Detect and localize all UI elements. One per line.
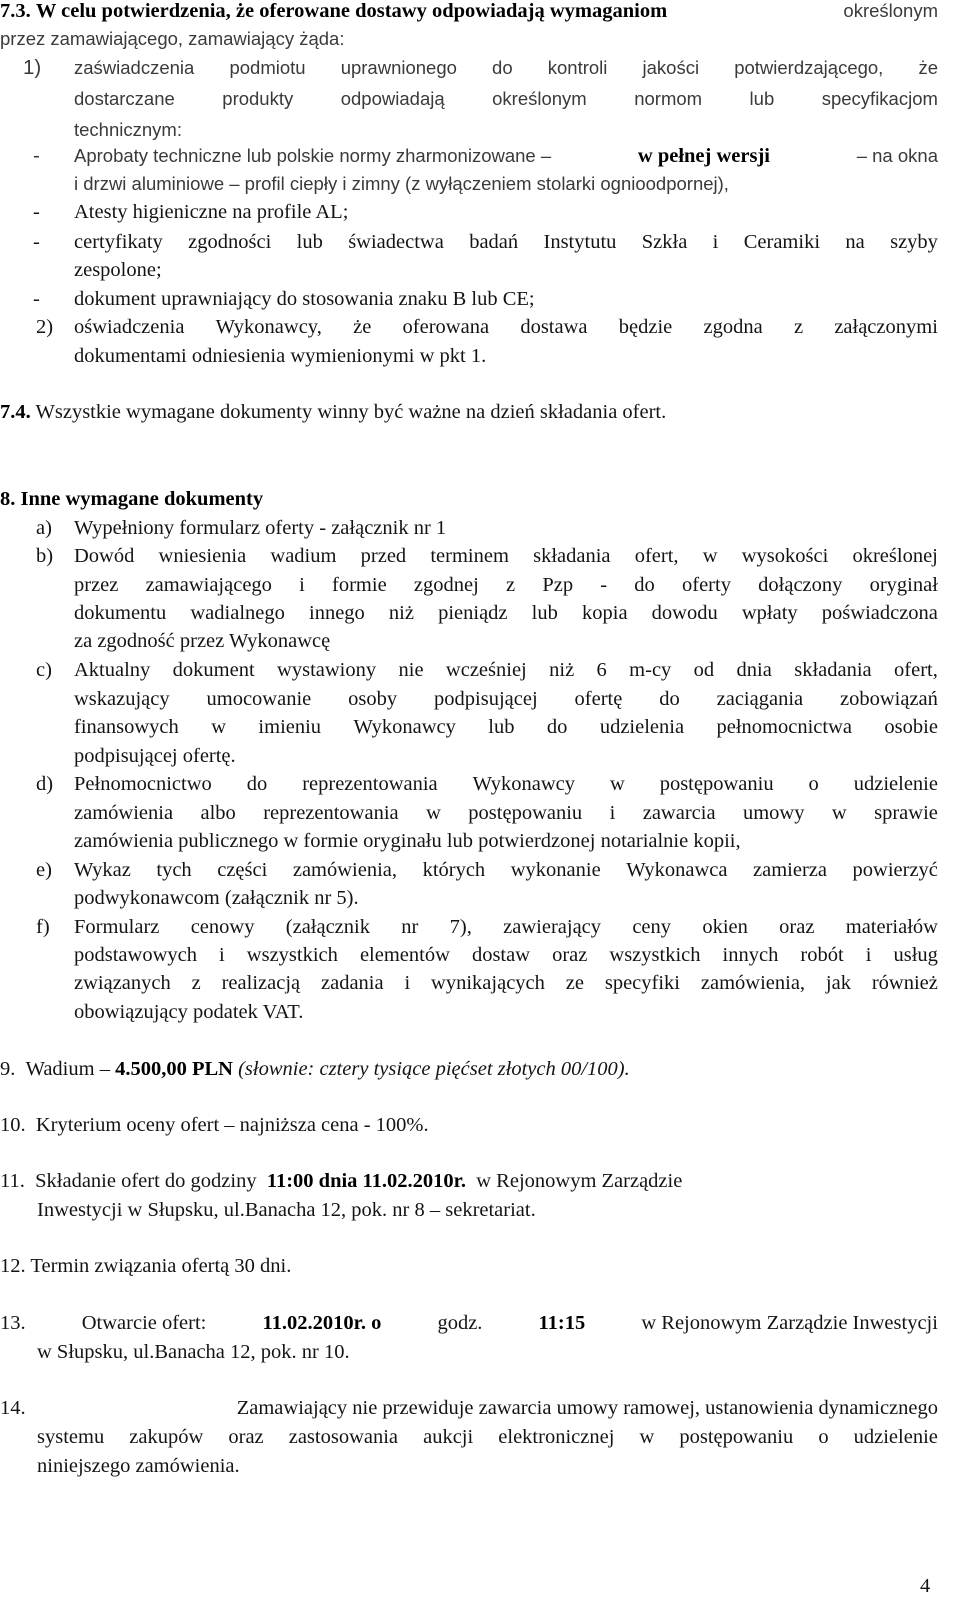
dash-2: - bbox=[33, 201, 40, 223]
dash-1: - bbox=[33, 144, 40, 167]
page-number: 4 bbox=[920, 1575, 931, 1597]
item-1-line-1: zaświadczenia podmiotu uprawnionego do kontroli jakości potwierdzającego, że bbox=[74, 57, 938, 78]
item-b-line-2: przez zamawiającego i formie zgodnej z Pzp - do oferty dołączony oryginał bbox=[74, 574, 938, 596]
item-c-line-3: finansowych w imieniu Wykonawcy lub do udzielenia pełnomocnictwa osobie bbox=[74, 716, 938, 738]
item-d-line-3: zamówienia publicznego w formie oryginału lub potwierdzonej notarialnie kopii, bbox=[74, 830, 741, 852]
item-d-line-1: Pełnomocnictwo do reprezentowania Wykonawcy w postępowaniu o udzielenie bbox=[74, 773, 938, 795]
item-d-line-2: zamówienia albo reprezentowania w postępowaniu i zawarcia umowy w sprawie bbox=[74, 802, 938, 824]
section-13-line-2: w Słupsku, ul.Banacha 12, pok. nr 10. bbox=[37, 1341, 350, 1363]
item-a-label: a) bbox=[36, 517, 52, 539]
section-14-line-2: systemu zakupów oraz zastosowania aukcji elektronicznej w postępowaniu o udzielenie bbox=[37, 1426, 938, 1448]
dash-item-3-line-1: certyfikaty zgodności lub świadectwa badań Instytutu Szkła i Ceramiki na szyby bbox=[74, 231, 938, 253]
item-c-label: c) bbox=[36, 659, 52, 681]
item-f-line-4: obowiązujący podatek VAT. bbox=[74, 1001, 304, 1023]
item-d-label: d) bbox=[36, 773, 54, 795]
item-2-line-1: oświadczenia Wykonawcy, że oferowana dostawa będzie zgodna z załączonymi bbox=[74, 316, 938, 338]
section-11-line-2: Inwestycji w Słupsku, ul.Banacha 12, pok. nr 8 – sekretariat. bbox=[37, 1199, 536, 1221]
item-b-line-1: Dowód wniesienia wadium przed terminem składania ofert, w wysokości określonej bbox=[74, 545, 938, 567]
item-c-line-4: podpisującej ofertę. bbox=[74, 745, 236, 767]
item-b-line-4: za zgodność przez Wykonawcę bbox=[74, 630, 331, 652]
section-7-3-heading bbox=[0, 0, 938, 26]
heading-rest: określonym bbox=[843, 0, 938, 21]
item-e-line-2: podwykonawcom (załącznik nr 5). bbox=[74, 887, 359, 909]
dash-item-4: dokument uprawniający do stosowania znaku B lub CE; bbox=[74, 288, 535, 310]
item-c-line-1: Aktualny dokument wystawiony nie wcześniej niż 6 m-cy od dnia składania ofert, bbox=[74, 659, 938, 681]
item-a-text: Wypełniony formularz oferty - załącznik nr 1 bbox=[74, 517, 447, 539]
item-1-line-3: technicznym: bbox=[74, 119, 182, 140]
item-e-line-1: Wykaz tych części zamówienia, których wykonanie Wykonawca zamierza powierzyć bbox=[74, 859, 938, 881]
item-b-label: b) bbox=[36, 545, 54, 567]
section-heading-bold: W celu potwierdzenia, że oferowane dostawy odpowiadają wymaganiom bbox=[35, 0, 668, 22]
section-10: 10. Kryterium oceny ofert – najniższa cena - 100%. bbox=[0, 1114, 429, 1136]
section-13-line-1: 13. Otwarcie ofert: 11.02.2010r. o godz. 11:15 w Rejonowym Zarządzie Inwestycji bbox=[0, 1312, 938, 1334]
section-14-line-3: niniejszego zamówienia. bbox=[37, 1455, 240, 1477]
section-7-4: 7.4. Wszystkie wymagane dokumenty winny być ważne na dzień składania ofert. bbox=[0, 401, 667, 423]
item-c-line-2: wskazujący umocowanie osoby podpisującej ofertę do zaciągania zobowiązań bbox=[74, 688, 938, 710]
item-1-line-2: dostarczane produkty odpowiadają określonym normom lub specyfikacjom bbox=[74, 88, 938, 109]
item-f-label: f) bbox=[36, 916, 50, 938]
item-f-line-1: Formularz cenowy (załącznik nr 7), zawierający ceny okien oraz materiałów bbox=[74, 916, 938, 938]
item-1-label: 1) bbox=[23, 56, 42, 79]
item-b-line-3: dokumentu wadialnego innego niż pieniądz lub kopia dowodu wpłaty poświadczona bbox=[74, 602, 938, 624]
dash-item-2: Atesty higieniczne na profile AL; bbox=[74, 201, 349, 223]
item-e-label: e) bbox=[36, 859, 52, 881]
dash-item-1-line-2: i drzwi aluminiowe – profil ciepły i zimny (z wyłączeniem stolarki ognioodpornej), bbox=[74, 173, 729, 194]
section-number: 7.3. bbox=[0, 0, 31, 22]
dash-item-1-line-1: Aprobaty techniczne lub polskie normy zharmonizowane – w pełnej wersji – na okna bbox=[74, 145, 938, 167]
dash-item-3-line-2: zespolone; bbox=[74, 259, 162, 281]
section-8-heading: 8. Inne wymagane dokumenty bbox=[0, 488, 264, 510]
section-9: 9. Wadium – 4.500,00 PLN (słownie: cztery tysiące pięćset złotych 00/100). bbox=[0, 1058, 630, 1080]
item-f-line-2: podstawowych i wszystkich elementów dostaw oraz wszystkich innych robót i usług bbox=[74, 944, 938, 966]
dash-4: - bbox=[33, 288, 40, 310]
dash-3: - bbox=[33, 231, 40, 253]
item-2-label: 2) bbox=[36, 316, 54, 338]
section-12: 12. Termin związania ofertą 30 dni. bbox=[0, 1255, 292, 1277]
intro-line: przez zamawiającego, zamawiający żąda: bbox=[0, 28, 345, 49]
item-f-line-3: związanych z realizacją zadania i wynikających ze specyfiki zamówienia, jak również bbox=[74, 972, 938, 994]
item-2-line-2: dokumentami odniesienia wymienionymi w pkt 1. bbox=[74, 345, 487, 367]
section-14-line-1: 14. Zamawiający nie przewiduje zawarcia umowy ramowej, ustanowienia dynamicznego bbox=[0, 1397, 938, 1419]
section-11-line-1: 11. Składanie ofert do godziny 11:00 dnia 11.02.2010r. w Rejonowym Zarządzie bbox=[0, 1170, 683, 1192]
